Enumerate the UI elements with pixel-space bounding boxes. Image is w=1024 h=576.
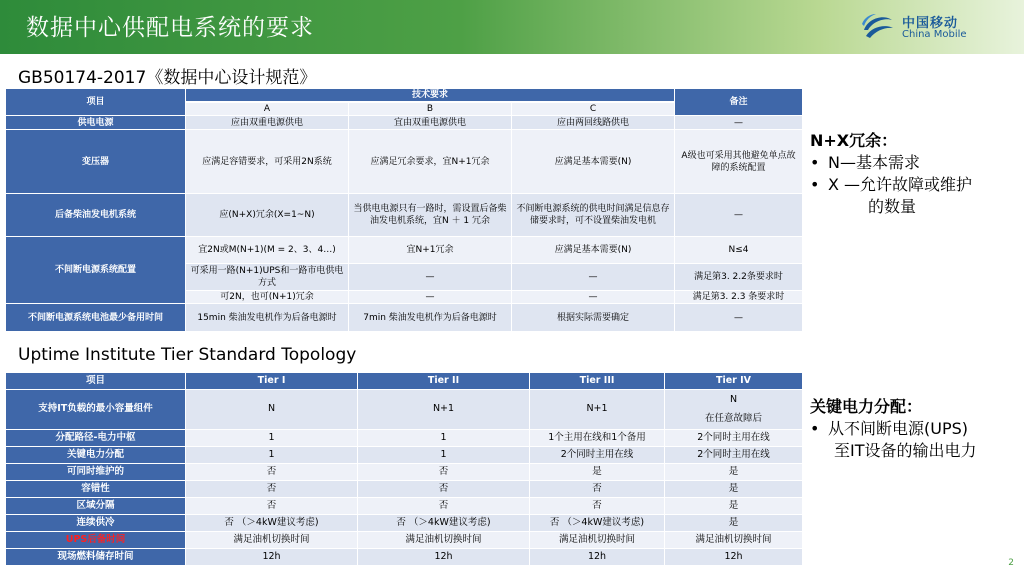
header-grade-b: B (349, 102, 512, 116)
cell-line: 在任意故障后 (704, 412, 762, 424)
row-label: 连续供冷 (6, 515, 186, 532)
row-label: 区域分隔 (6, 498, 186, 515)
table-cell: 应满足冗余要求，宜N+1冗余 (349, 130, 512, 194)
table-cell: 否 （＞4kW建议考虑) (530, 515, 665, 532)
table-cell: 是 (665, 498, 803, 515)
table-cell: 12h (665, 549, 803, 566)
table-row (6, 194, 803, 237)
n-plus-x-bullet-x: • X —允许故障或维护 (810, 174, 972, 196)
header-tier-1: Tier I (186, 373, 358, 390)
row-label: 后备柴油发电机系统 (6, 194, 186, 237)
table-cell: 15min 柴油发电机作为后备电源时 (186, 304, 349, 332)
header-tier-4: Tier IV (665, 373, 803, 390)
header-item: 项目 (6, 89, 186, 116)
table-row (6, 515, 803, 532)
table-cell: 当供电电源只有一路时，需设置后备柴油发电机系统，宜N ＋ 1 冗余 (349, 194, 512, 237)
slide-title: 数据中心供配电系统的要求 (26, 15, 314, 41)
table-cell: 是 (665, 464, 803, 481)
table-row (6, 481, 803, 498)
table-row (6, 430, 803, 447)
table-cell: — (349, 264, 512, 291)
table-row (6, 237, 803, 264)
table-cell: 应由两回线路供电 (512, 116, 675, 130)
table-cell: 不间断电源系统的供电时间满足信息存 储要求时，可不设置柴油发电机 (512, 194, 675, 237)
table-row (6, 464, 803, 481)
table-row (6, 116, 803, 130)
table-cell: 否 （＞4kW建议考虑) (186, 515, 358, 532)
table-cell: 应由双重电源供电 (186, 116, 349, 130)
gb-requirements-table (5, 88, 803, 332)
table-cell: — (349, 291, 512, 304)
table-cell: N+1 (358, 390, 530, 430)
table-cell: 2个同时主用在线 (530, 447, 665, 464)
row-label: 支持IT负载的最小容量组件 (6, 390, 186, 430)
critical-power-bullet-cont: 至IT设备的输出电力 (834, 441, 977, 460)
china-mobile-logo-icon (860, 12, 896, 44)
table-cell: 12h (358, 549, 530, 566)
table-cell: 是 (665, 515, 803, 532)
table-cell: 满足第3. 2.3 条要求时 (675, 291, 803, 304)
table-cell: 根据实际需要确定 (512, 304, 675, 332)
row-label: 供电电源 (6, 116, 186, 130)
critical-power-bullet: • 从不间断电源(UPS) (810, 418, 977, 440)
n-plus-x-note (810, 130, 972, 218)
table-cell: 宜由双重电源供电 (349, 116, 512, 130)
table-cell: 1 (358, 447, 530, 464)
header-note: 备注 (675, 89, 803, 116)
table-cell: 满足第3. 2.2条要求时 (675, 264, 803, 291)
header-item: 项目 (6, 373, 186, 390)
table-cell: 12h (530, 549, 665, 566)
table-cell: 12h (186, 549, 358, 566)
row-label-ups-backup-time: UPS后备时间 (6, 532, 186, 549)
table-row (6, 498, 803, 515)
page-number: 2 (1008, 558, 1014, 568)
header-tier-3: Tier III (530, 373, 665, 390)
table-cell: 否 （＞4kW建议考虑) (358, 515, 530, 532)
table-cell: 满足油机切换时间 (186, 532, 358, 549)
table-cell: 7min 柴油发电机作为后备电源时 (349, 304, 512, 332)
table-cell: 1 (358, 430, 530, 447)
row-label: 可同时维护的 (6, 464, 186, 481)
section2-title: Uptime Institute Tier Standard Topology (18, 345, 357, 365)
table-cell: 可采用一路(N+1)UPS和一路市电供电方式 (186, 264, 349, 291)
table-row (6, 390, 803, 430)
table-cell: 否 (530, 481, 665, 498)
table-cell: 可2N，也可(N+1)冗余 (186, 291, 349, 304)
row-label: 不间断电源系统配置 (6, 237, 186, 304)
table-cell: — (512, 291, 675, 304)
header-tier-2: Tier II (358, 373, 530, 390)
table-cell: — (675, 194, 803, 237)
table-cell: 否 (358, 498, 530, 515)
table-cell: 应(N+X)冗余(X=1~N) (186, 194, 349, 237)
table-cell: 否 (530, 498, 665, 515)
logo-text-en: China Mobile (902, 29, 967, 40)
n-plus-x-bullet-x-cont: 的数量 (868, 197, 917, 216)
china-mobile-logo (860, 10, 1000, 46)
table-cell: — (675, 304, 803, 332)
table-cell: 否 (186, 498, 358, 515)
table-cell: A级也可采用其他避免单点故障的系统配置 (675, 130, 803, 194)
table-cell: N≤4 (675, 237, 803, 264)
header-tech-requirements: 技术要求 (186, 89, 675, 103)
table-cell: 否 (358, 481, 530, 498)
row-label: 现场燃料储存时间 (6, 549, 186, 566)
table-cell: 1 (186, 430, 358, 447)
logo-text-cn: 中国移动 (902, 16, 959, 31)
table-cell: 否 (358, 464, 530, 481)
header-grade-c: C (512, 102, 675, 116)
table-cell: 是 (530, 464, 665, 481)
table-cell: 满足油机切换时间 (358, 532, 530, 549)
table-cell: 应满足容错要求，可采用2N系统 (186, 130, 349, 194)
table-cell: 满足油机切换时间 (665, 532, 803, 549)
table-row (6, 130, 803, 194)
table-cell: 1 (186, 447, 358, 464)
table-cell: — (675, 116, 803, 130)
table-cell: 应满足基本需要(N) (512, 237, 675, 264)
table-row (6, 532, 803, 549)
table-cell: N+1 (530, 390, 665, 430)
table-row (6, 304, 803, 332)
table-cell: 宜N+1冗余 (349, 237, 512, 264)
table-cell: 应满足基本需要(N) (512, 130, 675, 194)
table-cell: 2个同时主用在线 (665, 430, 803, 447)
row-label: 关键电力分配 (6, 447, 186, 464)
table-row (6, 549, 803, 566)
n-plus-x-bullet-n: • N—基本需求 (810, 152, 972, 174)
row-label: 分配路径-电力中枢 (6, 430, 186, 447)
header-grade-a: A (186, 102, 349, 116)
table-cell: 满足油机切换时间 (530, 532, 665, 549)
row-label: 容错性 (6, 481, 186, 498)
section1-title: GB50174-2017《数据中心设计规范》 (18, 68, 317, 88)
row-label: 变压器 (6, 130, 186, 194)
table-cell (665, 390, 803, 430)
table-cell: 1个主用在线和1个备用 (530, 430, 665, 447)
n-plus-x-heading: N+X冗余： (810, 131, 898, 150)
table-cell: 2个同时主用在线 (665, 447, 803, 464)
header-bar (0, 0, 1024, 54)
critical-power-heading: 关键电力分配： (810, 397, 923, 416)
table-row (6, 447, 803, 464)
critical-power-note (810, 396, 977, 462)
cell-line: N (729, 393, 738, 405)
table-cell: 宜2N或M(N+1)(M = 2、3、4…) (186, 237, 349, 264)
table-cell: — (512, 264, 675, 291)
uptime-tier-table (5, 372, 803, 566)
table-cell: 是 (665, 481, 803, 498)
table-cell: 否 (186, 481, 358, 498)
row-label: 不间断电源系统电池最少备用时间 (6, 304, 186, 332)
table-cell: N (186, 390, 358, 430)
table-cell: 否 (186, 464, 358, 481)
